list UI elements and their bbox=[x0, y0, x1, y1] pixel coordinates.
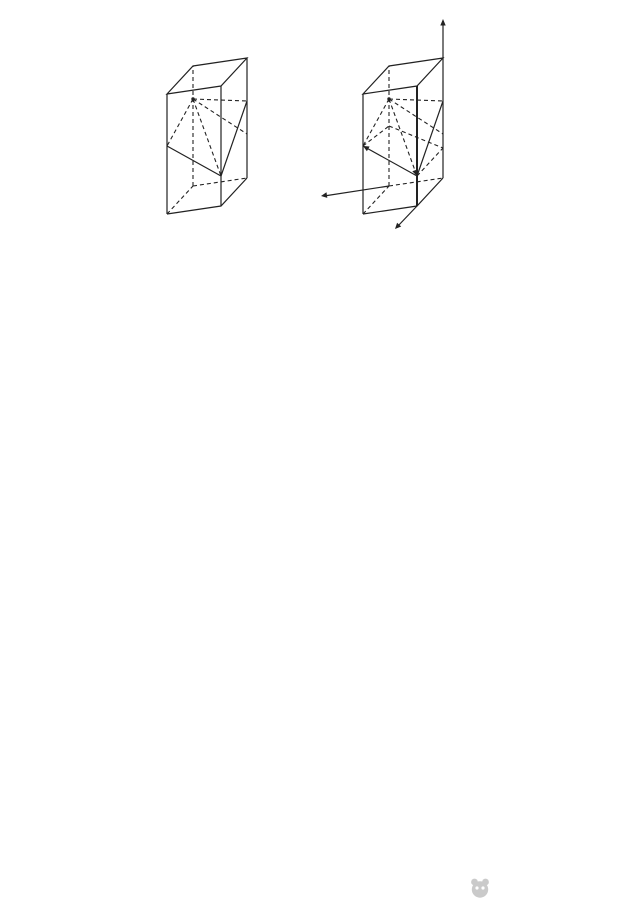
problem-figure bbox=[122, 11, 327, 256]
figures-row bbox=[0, 11, 618, 261]
watermark bbox=[468, 876, 495, 900]
panda-watermark-icon bbox=[468, 876, 492, 900]
x-axis-arrow bbox=[321, 192, 327, 198]
point-c2-dot bbox=[387, 97, 390, 100]
analysis-figure bbox=[318, 11, 523, 256]
point-c2-dot bbox=[191, 97, 194, 100]
solid-edges bbox=[324, 21, 443, 227]
z-axis-arrow bbox=[440, 19, 445, 26]
solid-edges bbox=[167, 58, 247, 214]
lines-top bbox=[0, 0, 618, 9]
